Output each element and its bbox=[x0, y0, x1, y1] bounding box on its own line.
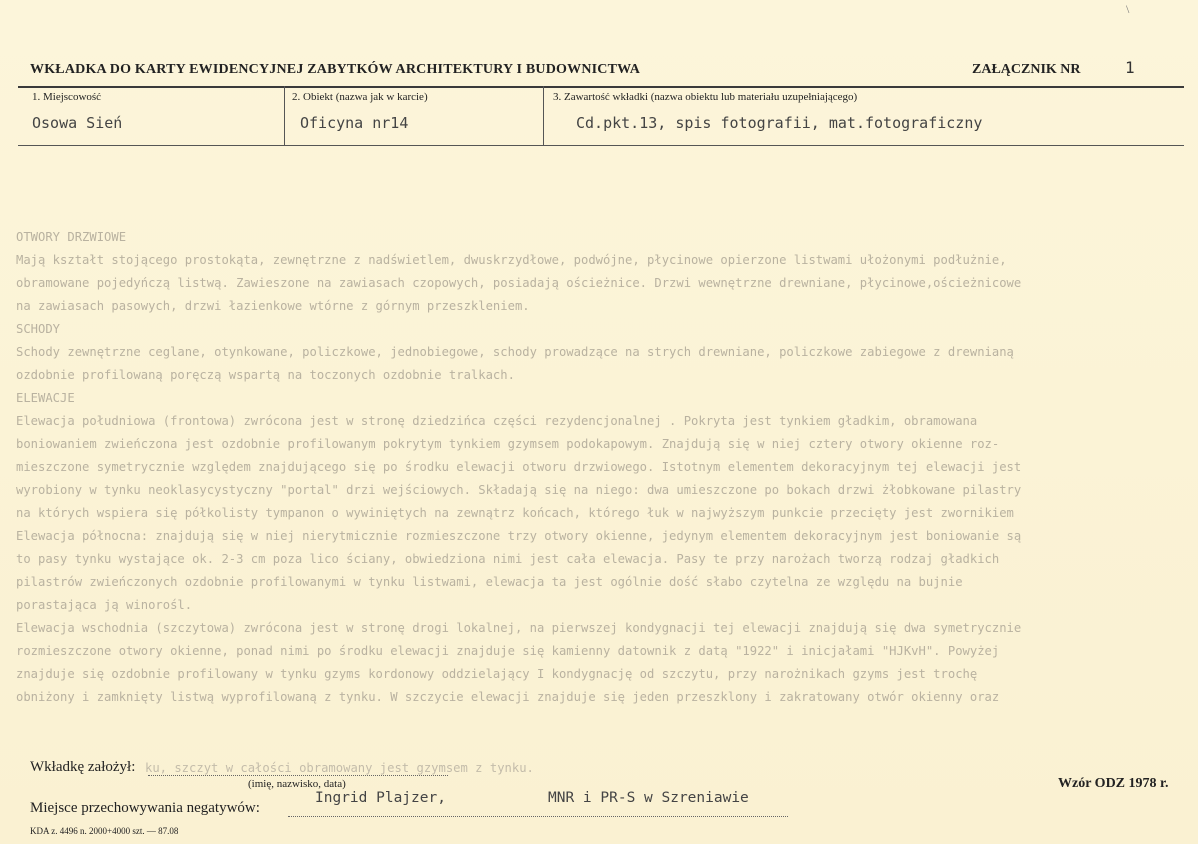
form-title: WKŁADKA DO KARTY EWIDENCYJNEJ ZABYTKÓW ARCHITEKTURY I BUDOWNICTWA bbox=[30, 62, 641, 77]
contents-label: 3. Zawartość wkładki (nazwa obiektu lub materiału uzupełniającego) bbox=[553, 91, 858, 103]
corner-mark: \ bbox=[1126, 2, 1130, 16]
contents-value: Cd.pkt.13, spis fotografii, mat.fotograficzny bbox=[576, 114, 983, 132]
author-name: Ingrid Plajzer, bbox=[315, 790, 446, 806]
header-top-rule bbox=[18, 86, 1184, 88]
text-line: Elewacja północna: znajdują się w niej nierytmicznie rozmieszczone trzy otwory okienne, jedynym elementem dekoracyjnym jest boniowanie są bbox=[16, 529, 1022, 543]
text-line: to pasy tynku wystające ok. 2-3 cm poza lico ściany, obwiedziona nimi jest cała elewacja. Pasy te przy narożach tworzą rodzaj gładkich bbox=[16, 552, 1000, 566]
heading-elevations: ELEWACJE bbox=[16, 391, 75, 405]
text-line: Elewacja wschodnia (szczytowa) zwrócona jest w stronę drogi lokalnej, na pierwszej kondygnacji tej elewacji znajdują się dwa symetrycznie bbox=[16, 621, 1022, 635]
locality-label: 1. Miejscowość bbox=[32, 91, 102, 103]
text-line: wyrobiony w tynku neoklasycystyczny "portal" drzi wejściowych. Składają się na niego: dwa umieszczone po bokach drzwi żłobkowane pilastry bbox=[16, 483, 1022, 497]
description-text bbox=[16, 226, 1188, 709]
text-line: Mają kształt stojącego prostokąta, zewnętrzne z nadświetlem, dwuskrzydłowe, podwójne, płycinowe opierzone listwami ułożonymi podłużnie, bbox=[16, 253, 1007, 267]
text-line: mieszczone symetrycznie względem znajdującego się po środku elewacji otworu drzwiowego. Istotnym elementem dekoracyjnym tej elewacji jest bbox=[16, 460, 1022, 474]
text-line: boniowaniem zwieńczona jest ozdobnie profilowanym pokrytym tynkiem gzymsem podokapowym. Znajdują się w niej cztery otwory okienne roz- bbox=[16, 437, 1000, 451]
template-note: Wzór ODZ 1978 r. bbox=[1058, 776, 1169, 791]
storage-place: MNR i PR-S w Szreniawie bbox=[548, 790, 749, 806]
storage-label: Miejsce przechowywania negatywów: bbox=[30, 800, 260, 816]
print-info: KDA z. 4496 n. 2000+4000 szt. — 87.08 bbox=[30, 826, 179, 836]
field-divider-2 bbox=[543, 86, 544, 145]
author-bleed-text: ku, szczyt w całości obramowany jest gzymsem z tynku. bbox=[145, 761, 534, 775]
text-line: na których wspiera się półkolisty tympanon o wywiniętych na zewnątrz końcach, którego łuk w najwyższym punkcie przecięty jest zwornikiem bbox=[16, 506, 1014, 520]
text-line: rozmieszczone otwory okienne, ponad nimi po środku elewacji znajduje się kamienny datownik z datą "1922" i inicjałami "HJKvH". Powyżej bbox=[16, 644, 1000, 658]
text-line: ozdobnie profilowaną poręczą wspartą na toczonych ozdobnie tralkach. bbox=[16, 368, 515, 382]
text-line: pilastrów zwieńczonych ozdobnie profilowanymi w tynku listwami, elewacja ta jest ogólnie dość słabo czytelna ze względu na bujnie bbox=[16, 575, 963, 589]
heading-stairs: SCHODY bbox=[16, 322, 61, 336]
object-value: Oficyna nr14 bbox=[300, 114, 409, 132]
text-line: Schody zewnętrzne ceglane, otynkowane, policzkowe, jednobiegowe, schody prowadzące na strych drewniane, policzkowe zabiegowe z drewnianą bbox=[16, 345, 1014, 359]
text-line: znajduje się ozdobnie profilowany w tynku gzyms kordonowy oddzielający I kondygnację od szczytu, przy narożnikach gzyms jest trochę bbox=[16, 667, 978, 681]
header-bottom-rule bbox=[18, 145, 1184, 146]
author-dotted-line bbox=[148, 775, 448, 776]
heading-door-openings: OTWORY DRZWIOWE bbox=[16, 230, 127, 244]
author-label: Wkładkę założył: bbox=[30, 759, 136, 775]
author-sublabel: (imię, nazwisko, data) bbox=[248, 778, 346, 790]
text-line: porastająca ją winorośl. bbox=[16, 598, 193, 612]
locality-value: Osowa Sień bbox=[32, 114, 123, 132]
annex-label: ZAŁĄCZNIK NR bbox=[972, 62, 1081, 77]
annex-number: 1 bbox=[1125, 58, 1135, 77]
field-divider-1 bbox=[284, 86, 285, 145]
text-line: Elewacja południowa (frontowa) zwrócona jest w stronę dziedzińca części rezydencjonalnej . Pokryta jest tynkiem gładkim, obramowana bbox=[16, 414, 978, 428]
storage-dotted-line bbox=[288, 816, 788, 817]
object-label: 2. Obiekt (nazwa jak w karcie) bbox=[292, 91, 428, 103]
text-line: na zawiasach pasowych, drzwi łazienkowe wtórne z górnym przeszkleniem. bbox=[16, 299, 530, 313]
text-line: obramowane pojedyńczą listwą. Zawieszone na zawiasach czopowych, posiadają ościeżnice. Drzwi wewnętrzne drewniane, płycinowe,ościeżnicowe bbox=[16, 276, 1022, 290]
text-line: obniżony i zamknięty listwą wyprofilowaną z tynku. W szczycie elewacji znajduje się jeden przeszklony i zakratowany otwór okienny oraz bbox=[16, 690, 1000, 704]
